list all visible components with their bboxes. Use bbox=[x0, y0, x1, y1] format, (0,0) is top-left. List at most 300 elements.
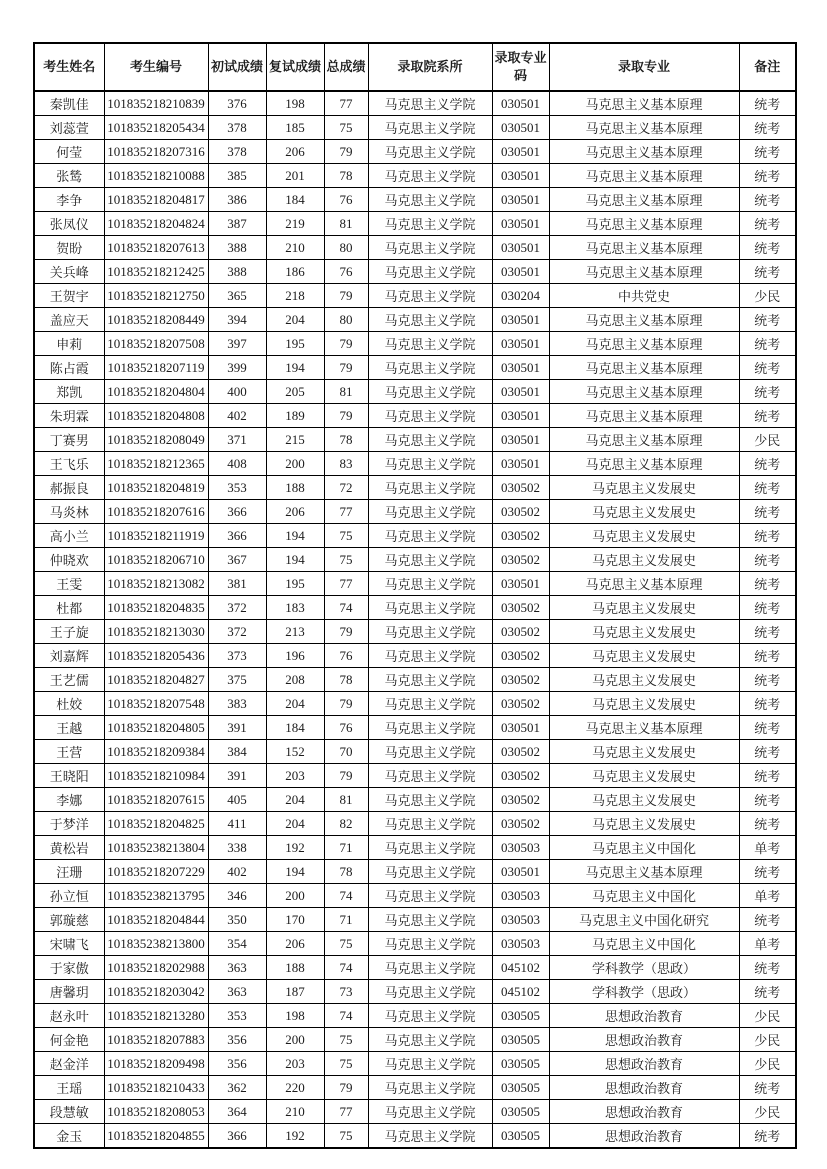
cell-major_code: 030501 bbox=[492, 188, 549, 212]
cell-dept: 马克思主义学院 bbox=[368, 932, 492, 956]
table-row bbox=[34, 1004, 796, 1028]
cell-name: 马炎林 bbox=[34, 500, 104, 524]
cell-id: 101835218213082 bbox=[104, 572, 208, 596]
cell-score1: 363 bbox=[208, 980, 266, 1004]
cell-note: 少民 bbox=[739, 1004, 796, 1028]
cell-dept: 马克思主义学院 bbox=[368, 884, 492, 908]
cell-total: 80 bbox=[324, 236, 368, 260]
cell-score1: 371 bbox=[208, 428, 266, 452]
cell-dept: 马克思主义学院 bbox=[368, 260, 492, 284]
cell-note: 统考 bbox=[739, 116, 796, 140]
cell-total: 74 bbox=[324, 596, 368, 620]
cell-name: 李娜 bbox=[34, 788, 104, 812]
cell-major_code: 030501 bbox=[492, 452, 549, 476]
cell-name: 张鸶 bbox=[34, 164, 104, 188]
cell-major_code: 030505 bbox=[492, 1028, 549, 1052]
cell-score1: 378 bbox=[208, 140, 266, 164]
cell-dept: 马克思主义学院 bbox=[368, 332, 492, 356]
cell-score1: 366 bbox=[208, 500, 266, 524]
cell-total: 79 bbox=[324, 620, 368, 644]
table-row bbox=[34, 332, 796, 356]
cell-major: 思想政治教育 bbox=[549, 1100, 739, 1124]
table-row bbox=[34, 908, 796, 932]
cell-major: 马克思主义基本原理 bbox=[549, 572, 739, 596]
cell-major_code: 030501 bbox=[492, 572, 549, 596]
cell-major_code: 030505 bbox=[492, 1052, 549, 1076]
cell-total: 76 bbox=[324, 716, 368, 740]
cell-name: 陈占霞 bbox=[34, 356, 104, 380]
cell-score2: 205 bbox=[266, 380, 324, 404]
cell-id: 101835218204824 bbox=[104, 212, 208, 236]
table-row bbox=[34, 308, 796, 332]
cell-total: 78 bbox=[324, 164, 368, 188]
cell-dept: 马克思主义学院 bbox=[368, 356, 492, 380]
cell-score1: 350 bbox=[208, 908, 266, 932]
cell-name: 盖应天 bbox=[34, 308, 104, 332]
cell-name: 王飞乐 bbox=[34, 452, 104, 476]
cell-score2: 203 bbox=[266, 764, 324, 788]
cell-score2: 215 bbox=[266, 428, 324, 452]
column-header-score1: 初试成绩 bbox=[208, 43, 266, 91]
cell-major_code: 030501 bbox=[492, 236, 549, 260]
cell-major: 思想政治教育 bbox=[549, 1028, 739, 1052]
cell-major_code: 030502 bbox=[492, 524, 549, 548]
table-row bbox=[34, 1076, 796, 1100]
cell-id: 101835218204817 bbox=[104, 188, 208, 212]
cell-id: 101835218204819 bbox=[104, 476, 208, 500]
table-row bbox=[34, 596, 796, 620]
cell-total: 77 bbox=[324, 500, 368, 524]
table-row bbox=[34, 572, 796, 596]
cell-major_code: 030501 bbox=[492, 860, 549, 884]
cell-dept: 马克思主义学院 bbox=[368, 500, 492, 524]
cell-score1: 375 bbox=[208, 668, 266, 692]
cell-dept: 马克思主义学院 bbox=[368, 476, 492, 500]
cell-score2: 184 bbox=[266, 188, 324, 212]
table-row bbox=[34, 212, 796, 236]
cell-note: 统考 bbox=[739, 572, 796, 596]
cell-score2: 200 bbox=[266, 884, 324, 908]
cell-total: 70 bbox=[324, 740, 368, 764]
cell-score2: 194 bbox=[266, 860, 324, 884]
cell-id: 101835218204827 bbox=[104, 668, 208, 692]
cell-name: 关兵峰 bbox=[34, 260, 104, 284]
table-row bbox=[34, 188, 796, 212]
cell-dept: 马克思主义学院 bbox=[368, 740, 492, 764]
cell-note: 少民 bbox=[739, 1052, 796, 1076]
cell-note: 统考 bbox=[739, 500, 796, 524]
cell-major: 马克思主义发展史 bbox=[549, 620, 739, 644]
cell-major: 马克思主义发展史 bbox=[549, 476, 739, 500]
cell-total: 75 bbox=[324, 932, 368, 956]
cell-total: 73 bbox=[324, 980, 368, 1004]
cell-dept: 马克思主义学院 bbox=[368, 812, 492, 836]
cell-score2: 200 bbox=[266, 452, 324, 476]
cell-dept: 马克思主义学院 bbox=[368, 524, 492, 548]
cell-score2: 192 bbox=[266, 1124, 324, 1149]
cell-score2: 196 bbox=[266, 644, 324, 668]
cell-name: 段慧敏 bbox=[34, 1100, 104, 1124]
cell-name: 李争 bbox=[34, 188, 104, 212]
cell-name: 金玉 bbox=[34, 1124, 104, 1149]
cell-score2: 204 bbox=[266, 788, 324, 812]
cell-major_code: 030502 bbox=[492, 764, 549, 788]
cell-total: 82 bbox=[324, 812, 368, 836]
cell-name: 张凤仪 bbox=[34, 212, 104, 236]
cell-score1: 353 bbox=[208, 1004, 266, 1028]
table-row bbox=[34, 380, 796, 404]
cell-id: 101835218204835 bbox=[104, 596, 208, 620]
cell-id: 101835218207613 bbox=[104, 236, 208, 260]
cell-name: 王营 bbox=[34, 740, 104, 764]
cell-major: 马克思主义基本原理 bbox=[549, 332, 739, 356]
cell-total: 79 bbox=[324, 692, 368, 716]
cell-major: 马克思主义基本原理 bbox=[549, 164, 739, 188]
cell-score1: 405 bbox=[208, 788, 266, 812]
table-row bbox=[34, 740, 796, 764]
table-row bbox=[34, 1100, 796, 1124]
cell-major: 马克思主义发展史 bbox=[549, 764, 739, 788]
table-row bbox=[34, 284, 796, 308]
cell-note: 少民 bbox=[739, 1028, 796, 1052]
cell-dept: 马克思主义学院 bbox=[368, 716, 492, 740]
cell-major: 马克思主义基本原理 bbox=[549, 260, 739, 284]
cell-dept: 马克思主义学院 bbox=[368, 308, 492, 332]
cell-name: 王晓阳 bbox=[34, 764, 104, 788]
table-row bbox=[34, 980, 796, 1004]
cell-note: 统考 bbox=[739, 188, 796, 212]
cell-note: 统考 bbox=[739, 524, 796, 548]
cell-total: 75 bbox=[324, 1028, 368, 1052]
cell-major: 马克思主义基本原理 bbox=[549, 188, 739, 212]
cell-score2: 189 bbox=[266, 404, 324, 428]
cell-score1: 381 bbox=[208, 572, 266, 596]
cell-total: 78 bbox=[324, 668, 368, 692]
table-row bbox=[34, 644, 796, 668]
cell-note: 单考 bbox=[739, 836, 796, 860]
cell-dept: 马克思主义学院 bbox=[368, 140, 492, 164]
cell-major_code: 030505 bbox=[492, 1124, 549, 1149]
cell-score2: 203 bbox=[266, 1052, 324, 1076]
cell-note: 统考 bbox=[739, 668, 796, 692]
cell-id: 101835218213030 bbox=[104, 620, 208, 644]
cell-total: 77 bbox=[324, 91, 368, 116]
cell-id: 101835238213795 bbox=[104, 884, 208, 908]
cell-id: 101835238213800 bbox=[104, 932, 208, 956]
cell-note: 单考 bbox=[739, 932, 796, 956]
cell-note: 统考 bbox=[739, 308, 796, 332]
cell-note: 少民 bbox=[739, 1100, 796, 1124]
cell-score2: 204 bbox=[266, 692, 324, 716]
cell-name: 杜姣 bbox=[34, 692, 104, 716]
table-row bbox=[34, 668, 796, 692]
cell-total: 74 bbox=[324, 956, 368, 980]
cell-major_code: 030501 bbox=[492, 140, 549, 164]
cell-name: 仲晓欢 bbox=[34, 548, 104, 572]
cell-dept: 马克思主义学院 bbox=[368, 548, 492, 572]
cell-major: 马克思主义基本原理 bbox=[549, 212, 739, 236]
cell-major: 马克思主义发展史 bbox=[549, 668, 739, 692]
cell-major_code: 030502 bbox=[492, 692, 549, 716]
cell-major: 思想政治教育 bbox=[549, 1052, 739, 1076]
cell-dept: 马克思主义学院 bbox=[368, 1028, 492, 1052]
cell-score1: 385 bbox=[208, 164, 266, 188]
cell-score1: 362 bbox=[208, 1076, 266, 1100]
cell-major_code: 045102 bbox=[492, 980, 549, 1004]
cell-name: 申莉 bbox=[34, 332, 104, 356]
cell-score2: 204 bbox=[266, 812, 324, 836]
cell-id: 101835218207615 bbox=[104, 788, 208, 812]
cell-dept: 马克思主义学院 bbox=[368, 452, 492, 476]
table-row bbox=[34, 116, 796, 140]
cell-total: 76 bbox=[324, 644, 368, 668]
cell-score1: 391 bbox=[208, 716, 266, 740]
cell-score2: 200 bbox=[266, 1028, 324, 1052]
cell-dept: 马克思主义学院 bbox=[368, 404, 492, 428]
cell-major_code: 030502 bbox=[492, 500, 549, 524]
cell-score2: 187 bbox=[266, 980, 324, 1004]
column-header-major: 录取专业 bbox=[549, 43, 739, 91]
cell-major_code: 030204 bbox=[492, 284, 549, 308]
cell-id: 101835218207119 bbox=[104, 356, 208, 380]
cell-major_code: 030501 bbox=[492, 380, 549, 404]
cell-major: 思想政治教育 bbox=[549, 1076, 739, 1100]
cell-major_code: 030501 bbox=[492, 356, 549, 380]
cell-score2: 198 bbox=[266, 91, 324, 116]
cell-dept: 马克思主义学院 bbox=[368, 284, 492, 308]
cell-total: 79 bbox=[324, 332, 368, 356]
cell-score2: 220 bbox=[266, 1076, 324, 1100]
cell-dept: 马克思主义学院 bbox=[368, 596, 492, 620]
table-row bbox=[34, 932, 796, 956]
cell-dept: 马克思主义学院 bbox=[368, 1076, 492, 1100]
cell-score1: 346 bbox=[208, 884, 266, 908]
cell-dept: 马克思主义学院 bbox=[368, 1100, 492, 1124]
column-header-score2: 复试成绩 bbox=[266, 43, 324, 91]
cell-dept: 马克思主义学院 bbox=[368, 1004, 492, 1028]
column-header-dept: 录取院系所 bbox=[368, 43, 492, 91]
cell-name: 王越 bbox=[34, 716, 104, 740]
cell-dept: 马克思主义学院 bbox=[368, 572, 492, 596]
table-row bbox=[34, 91, 796, 116]
cell-dept: 马克思主义学院 bbox=[368, 836, 492, 860]
cell-score2: 188 bbox=[266, 956, 324, 980]
cell-major: 中共党史 bbox=[549, 284, 739, 308]
cell-name: 郭璇慈 bbox=[34, 908, 104, 932]
cell-name: 刘蕊萱 bbox=[34, 116, 104, 140]
cell-id: 101835218202988 bbox=[104, 956, 208, 980]
cell-major: 思想政治教育 bbox=[549, 1004, 739, 1028]
table-row bbox=[34, 956, 796, 980]
cell-score1: 354 bbox=[208, 932, 266, 956]
cell-total: 75 bbox=[324, 116, 368, 140]
cell-major_code: 030505 bbox=[492, 1004, 549, 1028]
cell-dept: 马克思主义学院 bbox=[368, 380, 492, 404]
table-row bbox=[34, 764, 796, 788]
cell-total: 79 bbox=[324, 140, 368, 164]
cell-name: 朱玥霖 bbox=[34, 404, 104, 428]
cell-name: 赵金洋 bbox=[34, 1052, 104, 1076]
cell-dept: 马克思主义学院 bbox=[368, 1124, 492, 1149]
cell-major_code: 030502 bbox=[492, 740, 549, 764]
cell-id: 101835218210839 bbox=[104, 91, 208, 116]
cell-major: 马克思主义基本原理 bbox=[549, 140, 739, 164]
cell-note: 统考 bbox=[739, 644, 796, 668]
cell-note: 统考 bbox=[739, 140, 796, 164]
cell-major: 马克思主义基本原理 bbox=[549, 308, 739, 332]
cell-note: 统考 bbox=[739, 956, 796, 980]
cell-total: 76 bbox=[324, 260, 368, 284]
cell-major_code: 030505 bbox=[492, 1100, 549, 1124]
table-row bbox=[34, 860, 796, 884]
cell-note: 统考 bbox=[739, 164, 796, 188]
cell-score2: 170 bbox=[266, 908, 324, 932]
cell-name: 王雯 bbox=[34, 572, 104, 596]
cell-note: 统考 bbox=[739, 596, 796, 620]
cell-note: 统考 bbox=[739, 692, 796, 716]
table-row bbox=[34, 428, 796, 452]
cell-major: 马克思主义基本原理 bbox=[549, 404, 739, 428]
cell-major: 马克思主义基本原理 bbox=[549, 860, 739, 884]
cell-major_code: 030502 bbox=[492, 548, 549, 572]
cell-score2: 206 bbox=[266, 500, 324, 524]
cell-score1: 400 bbox=[208, 380, 266, 404]
table-row bbox=[34, 1124, 796, 1149]
cell-major: 马克思主义发展史 bbox=[549, 548, 739, 572]
cell-major: 马克思主义发展史 bbox=[549, 812, 739, 836]
cell-major: 马克思主义中国化 bbox=[549, 932, 739, 956]
cell-major_code: 030501 bbox=[492, 116, 549, 140]
cell-score2: 198 bbox=[266, 1004, 324, 1028]
cell-major: 马克思主义发展史 bbox=[549, 644, 739, 668]
cell-name: 宋啸飞 bbox=[34, 932, 104, 956]
table-row bbox=[34, 692, 796, 716]
cell-score2: 186 bbox=[266, 260, 324, 284]
cell-id: 101835218210433 bbox=[104, 1076, 208, 1100]
cell-score1: 399 bbox=[208, 356, 266, 380]
cell-major: 马克思主义发展史 bbox=[549, 500, 739, 524]
cell-major: 马克思主义发展史 bbox=[549, 788, 739, 812]
cell-score1: 394 bbox=[208, 308, 266, 332]
cell-major_code: 030502 bbox=[492, 596, 549, 620]
cell-score2: 210 bbox=[266, 236, 324, 260]
cell-major: 马克思主义基本原理 bbox=[549, 116, 739, 140]
table-row bbox=[34, 548, 796, 572]
admission-list-sheet bbox=[33, 42, 797, 1149]
cell-score1: 356 bbox=[208, 1028, 266, 1052]
cell-score2: 208 bbox=[266, 668, 324, 692]
cell-total: 71 bbox=[324, 836, 368, 860]
cell-major_code: 030501 bbox=[492, 91, 549, 116]
cell-id: 101835218204844 bbox=[104, 908, 208, 932]
cell-major_code: 030502 bbox=[492, 668, 549, 692]
cell-dept: 马克思主义学院 bbox=[368, 956, 492, 980]
cell-score2: 184 bbox=[266, 716, 324, 740]
cell-name: 刘嘉辉 bbox=[34, 644, 104, 668]
cell-id: 101835218213280 bbox=[104, 1004, 208, 1028]
cell-major: 马克思主义中国化 bbox=[549, 836, 739, 860]
table-row bbox=[34, 884, 796, 908]
cell-total: 79 bbox=[324, 1076, 368, 1100]
table-row bbox=[34, 716, 796, 740]
cell-dept: 马克思主义学院 bbox=[368, 860, 492, 884]
cell-id: 101835218207229 bbox=[104, 860, 208, 884]
cell-dept: 马克思主义学院 bbox=[368, 164, 492, 188]
table-row bbox=[34, 524, 796, 548]
table-row bbox=[34, 620, 796, 644]
cell-note: 统考 bbox=[739, 908, 796, 932]
column-header-name: 考生姓名 bbox=[34, 43, 104, 91]
cell-score1: 411 bbox=[208, 812, 266, 836]
cell-total: 78 bbox=[324, 860, 368, 884]
cell-note: 统考 bbox=[739, 212, 796, 236]
cell-name: 何莹 bbox=[34, 140, 104, 164]
cell-major_code: 030502 bbox=[492, 620, 549, 644]
cell-score2: 219 bbox=[266, 212, 324, 236]
cell-major_code: 030503 bbox=[492, 932, 549, 956]
cell-total: 74 bbox=[324, 1004, 368, 1028]
column-header-note: 备注 bbox=[739, 43, 796, 91]
cell-total: 79 bbox=[324, 404, 368, 428]
cell-score1: 378 bbox=[208, 116, 266, 140]
table-row bbox=[34, 140, 796, 164]
cell-score1: 366 bbox=[208, 1124, 266, 1149]
cell-total: 75 bbox=[324, 1124, 368, 1149]
table-row bbox=[34, 788, 796, 812]
cell-score1: 373 bbox=[208, 644, 266, 668]
cell-major_code: 030501 bbox=[492, 164, 549, 188]
cell-major_code: 030502 bbox=[492, 476, 549, 500]
cell-major_code: 030505 bbox=[492, 1076, 549, 1100]
cell-dept: 马克思主义学院 bbox=[368, 428, 492, 452]
cell-major: 马克思主义基本原理 bbox=[549, 91, 739, 116]
cell-major: 学科教学（思政） bbox=[549, 980, 739, 1004]
cell-id: 101835218207316 bbox=[104, 140, 208, 164]
table-row bbox=[34, 164, 796, 188]
cell-name: 秦凯佳 bbox=[34, 91, 104, 116]
cell-score1: 388 bbox=[208, 260, 266, 284]
table-row bbox=[34, 356, 796, 380]
cell-note: 统考 bbox=[739, 860, 796, 884]
table-row bbox=[34, 1052, 796, 1076]
cell-major: 马克思主义基本原理 bbox=[549, 236, 739, 260]
cell-note: 统考 bbox=[739, 1076, 796, 1100]
cell-dept: 马克思主义学院 bbox=[368, 692, 492, 716]
cell-dept: 马克思主义学院 bbox=[368, 980, 492, 1004]
cell-id: 101835218204805 bbox=[104, 716, 208, 740]
table-row bbox=[34, 1028, 796, 1052]
cell-name: 丁赛男 bbox=[34, 428, 104, 452]
cell-score1: 365 bbox=[208, 284, 266, 308]
cell-note: 统考 bbox=[739, 476, 796, 500]
cell-name: 孙立恒 bbox=[34, 884, 104, 908]
cell-id: 101835218205436 bbox=[104, 644, 208, 668]
cell-note: 统考 bbox=[739, 788, 796, 812]
cell-note: 统考 bbox=[739, 236, 796, 260]
cell-total: 74 bbox=[324, 884, 368, 908]
cell-note: 统考 bbox=[739, 620, 796, 644]
cell-id: 101835218203042 bbox=[104, 980, 208, 1004]
cell-score2: 204 bbox=[266, 308, 324, 332]
cell-note: 统考 bbox=[739, 812, 796, 836]
cell-id: 101835218207508 bbox=[104, 332, 208, 356]
cell-id: 101835218205434 bbox=[104, 116, 208, 140]
cell-score1: 353 bbox=[208, 476, 266, 500]
cell-major: 马克思主义基本原理 bbox=[549, 356, 739, 380]
cell-score1: 372 bbox=[208, 620, 266, 644]
cell-note: 统考 bbox=[739, 1124, 796, 1149]
cell-score1: 384 bbox=[208, 740, 266, 764]
